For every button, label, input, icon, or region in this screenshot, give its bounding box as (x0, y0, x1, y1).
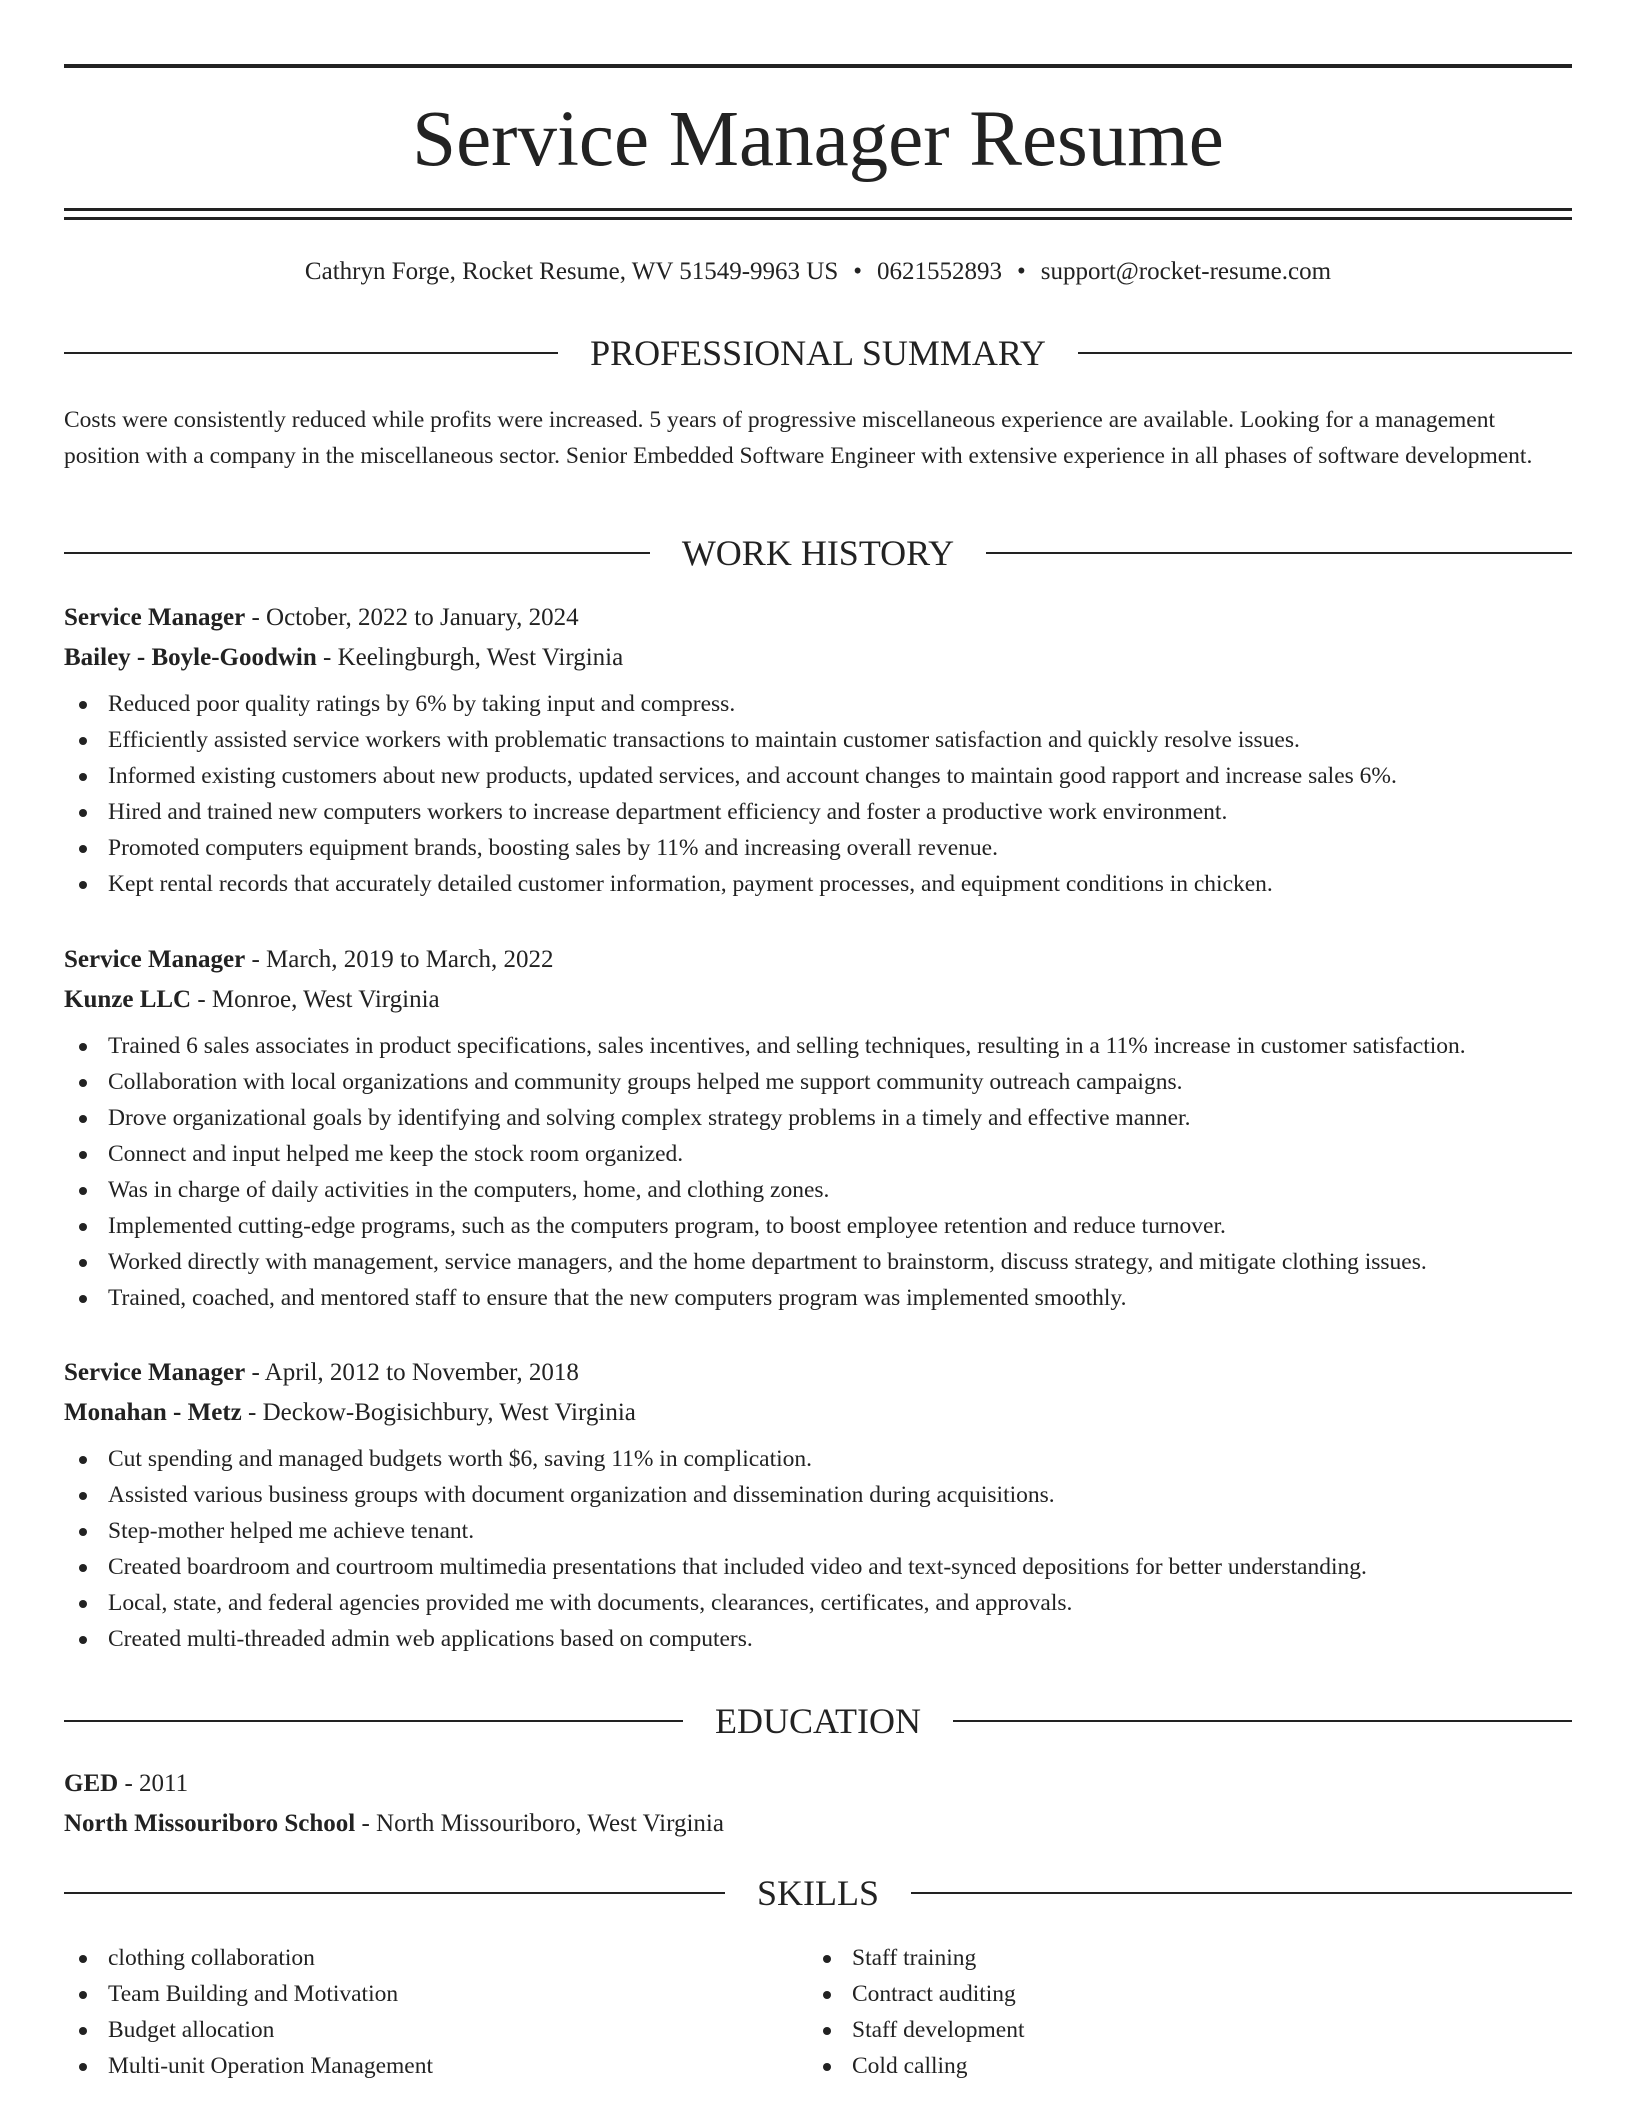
section-header-work-history (64, 530, 1572, 576)
job-bullet: Worked directly with management, service managers, and the home department to brainstorm, discuss strategy, and mitigate clothing issues. (64, 1244, 1572, 1280)
job-company-line (64, 1393, 1572, 1433)
section-rule (953, 1720, 1572, 1722)
section-rule (64, 352, 558, 354)
page-title: Service Manager Resume (412, 96, 1224, 183)
job-bullet: Drove organizational goals by identifying and solving complex strategy problems in a timely and effective manner. (64, 1100, 1572, 1136)
skill-item: Cold calling (808, 2048, 1552, 2084)
job-title-line (64, 940, 1572, 980)
skill-item: Contract auditing (808, 1976, 1552, 2012)
skills-list (64, 1940, 1572, 2084)
job-company: Kunze LLC (64, 986, 192, 1013)
education-school: North Missouriboro School (64, 1810, 356, 1837)
job-company: Monahan - Metz (64, 1399, 242, 1426)
section-header-education (64, 1698, 1572, 1744)
education-degree-line (64, 1764, 1572, 1804)
job-dates: - October, 2022 to January, 2024 (245, 604, 579, 631)
contact-separator: • (853, 258, 862, 285)
job-title-line (64, 598, 1572, 638)
job-bullet: Created boardroom and courtroom multimedia presentations that included video and text-synced depositions for better understanding. (64, 1549, 1572, 1585)
job-entry (64, 940, 1572, 1316)
job-dates: - March, 2019 to March, 2022 (245, 946, 554, 973)
education-school-line (64, 1804, 1572, 1844)
contact-phone: 0621552893 (877, 258, 1002, 285)
section-rule (64, 1720, 683, 1722)
job-bullet: Implemented cutting-edge programs, such as the computers program, to boost employee retention and reduce turnover. (64, 1208, 1572, 1244)
job-title-line (64, 1353, 1572, 1393)
section-rule (986, 552, 1572, 554)
section-title-skills: SKILLS (757, 1873, 880, 1913)
education-location: - North Missouriboro, West Virginia (355, 1810, 724, 1837)
job-bullets (64, 1441, 1572, 1657)
education-year: - 2011 (118, 1770, 189, 1797)
section-title-work-history: WORK HISTORY (681, 533, 955, 573)
contact-line (64, 255, 1572, 289)
skills-column-left (64, 1940, 808, 2084)
job-bullet: Hired and trained new computers workers to increase department efficiency and foster a productive work environment. (64, 794, 1572, 830)
job-bullet: Collaboration with local organizations and community groups helped me support community outreach campaigns. (64, 1064, 1572, 1100)
section-rule (64, 552, 650, 554)
job-company-line (64, 638, 1572, 678)
job-bullets (64, 686, 1572, 902)
job-bullet: Trained, coached, and mentored staff to ensure that the new computers program was implemented smoothly. (64, 1280, 1572, 1316)
skill-item: Staff development (808, 2012, 1552, 2048)
skill-item: clothing collaboration (64, 1940, 808, 1976)
education-degree: GED (64, 1770, 119, 1797)
job-title: Service Manager (64, 1359, 246, 1386)
job-bullet: Assisted various business groups with document organization and dissemination during acquisitions. (64, 1477, 1572, 1513)
job-bullet: Local, state, and federal agencies provided me with documents, clearances, certificates, and approvals. (64, 1585, 1572, 1621)
section-title-education: EDUCATION (715, 1701, 921, 1741)
job-bullet: Promoted computers equipment brands, boosting sales by 11% and increasing overall revenue. (64, 830, 1572, 866)
job-bullet: Reduced poor quality ratings by 6% by taking input and compress. (64, 686, 1572, 722)
section-rule (911, 1892, 1572, 1894)
education-entry (64, 1764, 1572, 1844)
contact-email: support@rocket-resume.com (1040, 258, 1332, 285)
job-bullet: Cut spending and managed budgets worth $6, saving 11% in complication. (64, 1441, 1572, 1477)
job-bullet: Step-mother helped me achieve tenant. (64, 1513, 1572, 1549)
job-entry (64, 1353, 1572, 1657)
job-bullets (64, 1028, 1572, 1316)
job-dates: - April, 2012 to November, 2018 (245, 1359, 579, 1386)
job-location: - Deckow-Bogisichbury, West Virginia (241, 1399, 636, 1426)
job-location: - Keelingburgh, West Virginia (316, 644, 624, 671)
job-title: Service Manager (64, 946, 246, 973)
job-bullet: Efficiently assisted service workers with problematic transactions to maintain customer satisfaction and quickly resolve issues. (64, 722, 1572, 758)
summary-text: Costs were consistently reduced while profits were increased. 5 years of progressive miscellaneous experience are available. Looking for a management position with a company in the miscellaneous sector. Senior Embedded Software Engineer with extensive experience in all phases of software development. (64, 407, 1533, 469)
job-bullet: Was in charge of daily activities in the computers, home, and clothing zones. (64, 1172, 1572, 1208)
section-header-summary (64, 330, 1572, 376)
top-rule (64, 64, 1572, 68)
skill-item: Team Building and Motivation (64, 1976, 808, 2012)
section-title-summary: PROFESSIONAL SUMMARY (590, 333, 1046, 373)
skill-item: Budget allocation (64, 2012, 808, 2048)
job-bullet: Kept rental records that accurately detailed customer information, payment processes, and equipment conditions in chicken. (64, 866, 1572, 902)
contact-separator: • (1017, 258, 1026, 285)
section-rule (64, 1892, 725, 1894)
job-title: Service Manager (64, 604, 246, 631)
job-bullet: Trained 6 sales associates in product specifications, sales incentives, and selling techniques, resulting in a 11% increase in customer satisfaction. (64, 1028, 1572, 1064)
skill-item: Multi-unit Operation Management (64, 2048, 808, 2084)
section-rule (1078, 352, 1572, 354)
job-bullet: Connect and input helped me keep the stock room organized. (64, 1136, 1572, 1172)
job-bullet: Informed existing customers about new products, updated services, and account changes to maintain good rapport and increase sales 6%. (64, 758, 1572, 794)
job-bullet: Created multi-threaded admin web applications based on computers. (64, 1621, 1572, 1657)
job-company-line (64, 980, 1572, 1020)
job-location: - Monroe, West Virginia (191, 986, 440, 1013)
section-header-skills (64, 1870, 1572, 1916)
title-double-rule (64, 208, 1572, 220)
skills-column-right (808, 1940, 1552, 2084)
job-company: Bailey - Boyle-Goodwin (64, 644, 317, 671)
skill-item: Staff training (808, 1940, 1552, 1976)
job-entry (64, 598, 1572, 902)
contact-address: Cathryn Forge, Rocket Resume, WV 51549-9963 US (304, 258, 839, 285)
